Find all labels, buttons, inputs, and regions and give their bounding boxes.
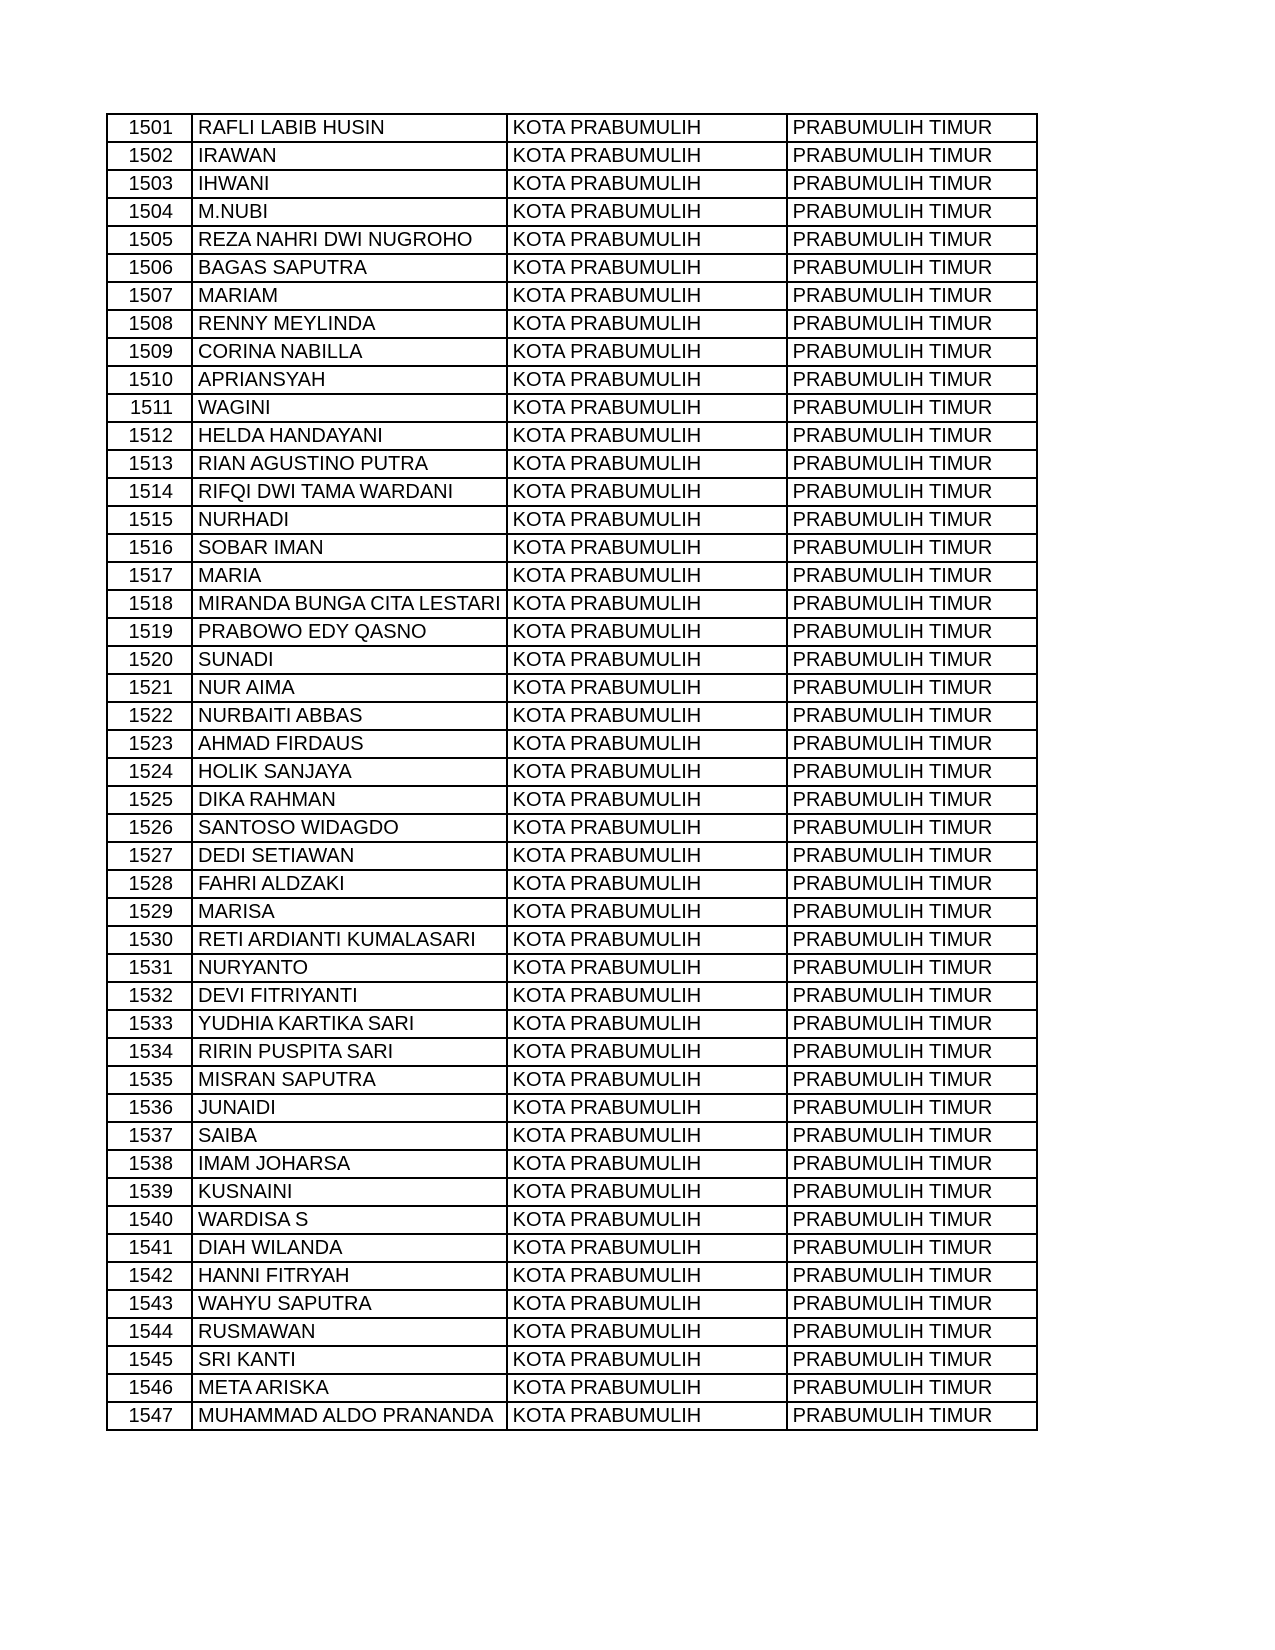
table-row <box>107 198 1037 226</box>
name-cell: APRIANSYAH <box>192 366 507 394</box>
table-row <box>107 814 1037 842</box>
table-row <box>107 618 1037 646</box>
district-cell: PRABUMULIH TIMUR <box>787 478 1037 506</box>
name-cell: MIRANDA BUNGA CITA LESTARI <box>192 590 507 618</box>
city-cell: KOTA PRABUMULIH <box>507 1374 787 1402</box>
name-cell: DEVI FITRIYANTI <box>192 982 507 1010</box>
city-cell: KOTA PRABUMULIH <box>507 590 787 618</box>
table-row <box>107 310 1037 338</box>
district-cell: PRABUMULIH TIMUR <box>787 954 1037 982</box>
row-number-cell: 1530 <box>107 926 192 954</box>
row-number-cell: 1517 <box>107 562 192 590</box>
city-cell: KOTA PRABUMULIH <box>507 478 787 506</box>
district-cell: PRABUMULIH TIMUR <box>787 170 1037 198</box>
name-cell: SRI KANTI <box>192 1346 507 1374</box>
district-cell: PRABUMULIH TIMUR <box>787 926 1037 954</box>
district-cell: PRABUMULIH TIMUR <box>787 1402 1037 1430</box>
table-row <box>107 1346 1037 1374</box>
city-cell: KOTA PRABUMULIH <box>507 170 787 198</box>
district-cell: PRABUMULIH TIMUR <box>787 534 1037 562</box>
city-cell: KOTA PRABUMULIH <box>507 562 787 590</box>
row-number-cell: 1547 <box>107 1402 192 1430</box>
city-cell: KOTA PRABUMULIH <box>507 534 787 562</box>
city-cell: KOTA PRABUMULIH <box>507 310 787 338</box>
row-number-cell: 1519 <box>107 618 192 646</box>
city-cell: KOTA PRABUMULIH <box>507 422 787 450</box>
name-cell: KUSNAINI <box>192 1178 507 1206</box>
name-cell: MARIA <box>192 562 507 590</box>
district-cell: PRABUMULIH TIMUR <box>787 1206 1037 1234</box>
name-cell: IRAWAN <box>192 142 507 170</box>
row-number-cell: 1541 <box>107 1234 192 1262</box>
city-cell: KOTA PRABUMULIH <box>507 814 787 842</box>
name-cell: RIRIN PUSPITA SARI <box>192 1038 507 1066</box>
district-cell: PRABUMULIH TIMUR <box>787 310 1037 338</box>
row-number-cell: 1511 <box>107 394 192 422</box>
row-number-cell: 1518 <box>107 590 192 618</box>
district-cell: PRABUMULIH TIMUR <box>787 814 1037 842</box>
row-number-cell: 1508 <box>107 310 192 338</box>
row-number-cell: 1534 <box>107 1038 192 1066</box>
table-row <box>107 282 1037 310</box>
name-cell: PRABOWO EDY QASNO <box>192 618 507 646</box>
row-number-cell: 1532 <box>107 982 192 1010</box>
name-cell: CORINA NABILLA <box>192 338 507 366</box>
name-cell: NURYANTO <box>192 954 507 982</box>
table-row <box>107 1094 1037 1122</box>
row-number-cell: 1509 <box>107 338 192 366</box>
city-cell: KOTA PRABUMULIH <box>507 926 787 954</box>
row-number-cell: 1513 <box>107 450 192 478</box>
district-cell: PRABUMULIH TIMUR <box>787 674 1037 702</box>
district-cell: PRABUMULIH TIMUR <box>787 618 1037 646</box>
table-row <box>107 1234 1037 1262</box>
table-row <box>107 366 1037 394</box>
row-number-cell: 1521 <box>107 674 192 702</box>
name-cell: WAHYU SAPUTRA <box>192 1290 507 1318</box>
table-row <box>107 1010 1037 1038</box>
row-number-cell: 1535 <box>107 1066 192 1094</box>
table-row <box>107 590 1037 618</box>
district-cell: PRABUMULIH TIMUR <box>787 506 1037 534</box>
city-cell: KOTA PRABUMULIH <box>507 758 787 786</box>
district-cell: PRABUMULIH TIMUR <box>787 870 1037 898</box>
name-cell: NUR AIMA <box>192 674 507 702</box>
district-cell: PRABUMULIH TIMUR <box>787 422 1037 450</box>
name-cell: SANTOSO WIDAGDO <box>192 814 507 842</box>
district-cell: PRABUMULIH TIMUR <box>787 226 1037 254</box>
district-cell: PRABUMULIH TIMUR <box>787 114 1037 142</box>
city-cell: KOTA PRABUMULIH <box>507 338 787 366</box>
table-row <box>107 338 1037 366</box>
row-number-cell: 1546 <box>107 1374 192 1402</box>
name-cell: WARDISA S <box>192 1206 507 1234</box>
name-cell: DIAH WILANDA <box>192 1234 507 1262</box>
table-row <box>107 646 1037 674</box>
name-cell: IMAM JOHARSA <box>192 1150 507 1178</box>
city-cell: KOTA PRABUMULIH <box>507 254 787 282</box>
row-number-cell: 1502 <box>107 142 192 170</box>
table-row <box>107 730 1037 758</box>
city-cell: KOTA PRABUMULIH <box>507 898 787 926</box>
district-cell: PRABUMULIH TIMUR <box>787 1010 1037 1038</box>
row-number-cell: 1545 <box>107 1346 192 1374</box>
city-cell: KOTA PRABUMULIH <box>507 1262 787 1290</box>
name-cell: NURBAITI ABBAS <box>192 702 507 730</box>
name-cell: SAIBA <box>192 1122 507 1150</box>
name-cell: BAGAS SAPUTRA <box>192 254 507 282</box>
row-number-cell: 1540 <box>107 1206 192 1234</box>
city-cell: KOTA PRABUMULIH <box>507 870 787 898</box>
city-cell: KOTA PRABUMULIH <box>507 1234 787 1262</box>
name-cell: RUSMAWAN <box>192 1318 507 1346</box>
row-number-cell: 1524 <box>107 758 192 786</box>
table-row <box>107 898 1037 926</box>
city-cell: KOTA PRABUMULIH <box>507 1094 787 1122</box>
city-cell: KOTA PRABUMULIH <box>507 198 787 226</box>
city-cell: KOTA PRABUMULIH <box>507 1122 787 1150</box>
name-cell: META ARISKA <box>192 1374 507 1402</box>
name-cell: RAFLI LABIB HUSIN <box>192 114 507 142</box>
table-row <box>107 506 1037 534</box>
district-cell: PRABUMULIH TIMUR <box>787 394 1037 422</box>
table-row <box>107 1402 1037 1430</box>
table-row <box>107 1150 1037 1178</box>
district-cell: PRABUMULIH TIMUR <box>787 898 1037 926</box>
table-row <box>107 142 1037 170</box>
table-row <box>107 534 1037 562</box>
name-cell: NURHADI <box>192 506 507 534</box>
name-cell: MUHAMMAD ALDO PRANANDA <box>192 1402 507 1430</box>
row-number-cell: 1514 <box>107 478 192 506</box>
row-number-cell: 1527 <box>107 842 192 870</box>
data-table <box>106 113 1038 1431</box>
row-number-cell: 1544 <box>107 1318 192 1346</box>
table-row <box>107 1318 1037 1346</box>
table-row <box>107 1066 1037 1094</box>
district-cell: PRABUMULIH TIMUR <box>787 730 1037 758</box>
row-number-cell: 1536 <box>107 1094 192 1122</box>
name-cell: RENNY MEYLINDA <box>192 310 507 338</box>
district-cell: PRABUMULIH TIMUR <box>787 1346 1037 1374</box>
city-cell: KOTA PRABUMULIH <box>507 506 787 534</box>
table-row <box>107 1178 1037 1206</box>
name-cell: HANNI FITRYAH <box>192 1262 507 1290</box>
row-number-cell: 1522 <box>107 702 192 730</box>
name-cell: MARIAM <box>192 282 507 310</box>
district-cell: PRABUMULIH TIMUR <box>787 562 1037 590</box>
city-cell: KOTA PRABUMULIH <box>507 142 787 170</box>
table-row <box>107 1122 1037 1150</box>
table-row <box>107 1262 1037 1290</box>
table-row <box>107 170 1037 198</box>
name-cell: RIFQI DWI TAMA WARDANI <box>192 478 507 506</box>
row-number-cell: 1539 <box>107 1178 192 1206</box>
table-row <box>107 758 1037 786</box>
city-cell: KOTA PRABUMULIH <box>507 1346 787 1374</box>
city-cell: KOTA PRABUMULIH <box>507 1150 787 1178</box>
name-cell: RIAN AGUSTINO PUTRA <box>192 450 507 478</box>
name-cell: DIKA RAHMAN <box>192 786 507 814</box>
district-cell: PRABUMULIH TIMUR <box>787 1066 1037 1094</box>
table-row <box>107 1038 1037 1066</box>
city-cell: KOTA PRABUMULIH <box>507 1318 787 1346</box>
row-number-cell: 1515 <box>107 506 192 534</box>
row-number-cell: 1503 <box>107 170 192 198</box>
table-row <box>107 702 1037 730</box>
row-number-cell: 1531 <box>107 954 192 982</box>
district-cell: PRABUMULIH TIMUR <box>787 1374 1037 1402</box>
district-cell: PRABUMULIH TIMUR <box>787 1122 1037 1150</box>
name-cell: MARISA <box>192 898 507 926</box>
district-cell: PRABUMULIH TIMUR <box>787 1234 1037 1262</box>
city-cell: KOTA PRABUMULIH <box>507 1178 787 1206</box>
name-cell: SOBAR IMAN <box>192 534 507 562</box>
table-row <box>107 982 1037 1010</box>
district-cell: PRABUMULIH TIMUR <box>787 142 1037 170</box>
name-cell: WAGINI <box>192 394 507 422</box>
table-row <box>107 954 1037 982</box>
district-cell: PRABUMULIH TIMUR <box>787 1094 1037 1122</box>
district-cell: PRABUMULIH TIMUR <box>787 1038 1037 1066</box>
district-cell: PRABUMULIH TIMUR <box>787 1178 1037 1206</box>
district-cell: PRABUMULIH TIMUR <box>787 1150 1037 1178</box>
name-cell: AHMAD FIRDAUS <box>192 730 507 758</box>
city-cell: KOTA PRABUMULIH <box>507 646 787 674</box>
city-cell: KOTA PRABUMULIH <box>507 1038 787 1066</box>
city-cell: KOTA PRABUMULIH <box>507 618 787 646</box>
table-row <box>107 1290 1037 1318</box>
row-number-cell: 1529 <box>107 898 192 926</box>
row-number-cell: 1528 <box>107 870 192 898</box>
city-cell: KOTA PRABUMULIH <box>507 114 787 142</box>
city-cell: KOTA PRABUMULIH <box>507 702 787 730</box>
city-cell: KOTA PRABUMULIH <box>507 786 787 814</box>
district-cell: PRABUMULIH TIMUR <box>787 758 1037 786</box>
district-cell: PRABUMULIH TIMUR <box>787 338 1037 366</box>
row-number-cell: 1510 <box>107 366 192 394</box>
city-cell: KOTA PRABUMULIH <box>507 450 787 478</box>
row-number-cell: 1537 <box>107 1122 192 1150</box>
row-number-cell: 1542 <box>107 1262 192 1290</box>
row-number-cell: 1526 <box>107 814 192 842</box>
city-cell: KOTA PRABUMULIH <box>507 730 787 758</box>
table-row <box>107 674 1037 702</box>
table-row <box>107 226 1037 254</box>
name-cell: FAHRI ALDZAKI <box>192 870 507 898</box>
city-cell: KOTA PRABUMULIH <box>507 842 787 870</box>
district-cell: PRABUMULIH TIMUR <box>787 786 1037 814</box>
district-cell: PRABUMULIH TIMUR <box>787 982 1037 1010</box>
city-cell: KOTA PRABUMULIH <box>507 1010 787 1038</box>
district-cell: PRABUMULIH TIMUR <box>787 366 1037 394</box>
table-body <box>107 114 1037 1430</box>
row-number-cell: 1543 <box>107 1290 192 1318</box>
table-row <box>107 1374 1037 1402</box>
city-cell: KOTA PRABUMULIH <box>507 366 787 394</box>
table-row <box>107 450 1037 478</box>
name-cell: IHWANI <box>192 170 507 198</box>
city-cell: KOTA PRABUMULIH <box>507 1290 787 1318</box>
table-row <box>107 1206 1037 1234</box>
name-cell: HELDA HANDAYANI <box>192 422 507 450</box>
name-cell: HOLIK SANJAYA <box>192 758 507 786</box>
city-cell: KOTA PRABUMULIH <box>507 226 787 254</box>
city-cell: KOTA PRABUMULIH <box>507 674 787 702</box>
district-cell: PRABUMULIH TIMUR <box>787 702 1037 730</box>
table-row <box>107 842 1037 870</box>
name-cell: JUNAIDI <box>192 1094 507 1122</box>
row-number-cell: 1501 <box>107 114 192 142</box>
district-cell: PRABUMULIH TIMUR <box>787 198 1037 226</box>
table-row <box>107 562 1037 590</box>
city-cell: KOTA PRABUMULIH <box>507 982 787 1010</box>
name-cell: M.NUBI <box>192 198 507 226</box>
city-cell: KOTA PRABUMULIH <box>507 954 787 982</box>
district-cell: PRABUMULIH TIMUR <box>787 1290 1037 1318</box>
district-cell: PRABUMULIH TIMUR <box>787 590 1037 618</box>
city-cell: KOTA PRABUMULIH <box>507 1066 787 1094</box>
district-cell: PRABUMULIH TIMUR <box>787 1262 1037 1290</box>
district-cell: PRABUMULIH TIMUR <box>787 646 1037 674</box>
table-row <box>107 254 1037 282</box>
table-row <box>107 926 1037 954</box>
name-cell: MISRAN SAPUTRA <box>192 1066 507 1094</box>
table-row <box>107 114 1037 142</box>
row-number-cell: 1538 <box>107 1150 192 1178</box>
row-number-cell: 1512 <box>107 422 192 450</box>
row-number-cell: 1506 <box>107 254 192 282</box>
city-cell: KOTA PRABUMULIH <box>507 394 787 422</box>
district-cell: PRABUMULIH TIMUR <box>787 282 1037 310</box>
row-number-cell: 1507 <box>107 282 192 310</box>
city-cell: KOTA PRABUMULIH <box>507 1402 787 1430</box>
row-number-cell: 1533 <box>107 1010 192 1038</box>
district-cell: PRABUMULIH TIMUR <box>787 254 1037 282</box>
table-row <box>107 786 1037 814</box>
row-number-cell: 1504 <box>107 198 192 226</box>
district-cell: PRABUMULIH TIMUR <box>787 842 1037 870</box>
table-row <box>107 478 1037 506</box>
row-number-cell: 1516 <box>107 534 192 562</box>
district-cell: PRABUMULIH TIMUR <box>787 1318 1037 1346</box>
row-number-cell: 1523 <box>107 730 192 758</box>
name-cell: REZA NAHRI DWI NUGROHO <box>192 226 507 254</box>
name-cell: DEDI SETIAWAN <box>192 842 507 870</box>
name-cell: YUDHIA KARTIKA SARI <box>192 1010 507 1038</box>
table-row <box>107 870 1037 898</box>
row-number-cell: 1520 <box>107 646 192 674</box>
name-cell: RETI ARDIANTI KUMALASARI <box>192 926 507 954</box>
city-cell: KOTA PRABUMULIH <box>507 282 787 310</box>
row-number-cell: 1525 <box>107 786 192 814</box>
table-row <box>107 422 1037 450</box>
row-number-cell: 1505 <box>107 226 192 254</box>
city-cell: KOTA PRABUMULIH <box>507 1206 787 1234</box>
table-row <box>107 394 1037 422</box>
district-cell: PRABUMULIH TIMUR <box>787 450 1037 478</box>
name-cell: SUNADI <box>192 646 507 674</box>
